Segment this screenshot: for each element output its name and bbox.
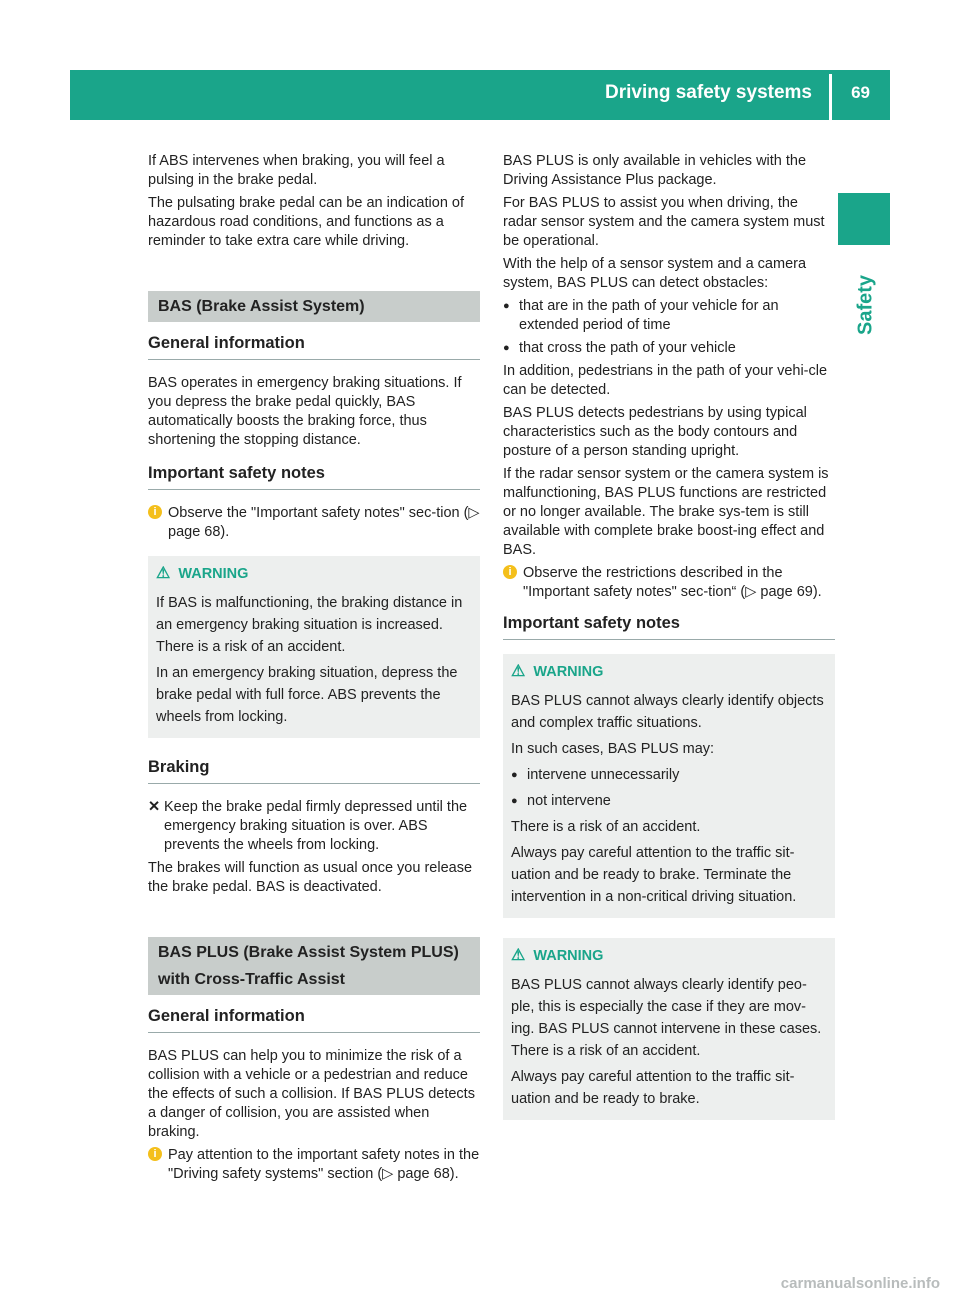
paragraph: In addition, pedestrians in the path of your vehi-cle can be detected. [503,363,828,398]
info-icon: i [503,565,517,579]
bullet-item: ● intervene unnecessarily [511,764,827,786]
side-label-text: Safety [854,274,877,336]
warning-triangle-icon: ⚠ [511,663,526,680]
paragraph: For BAS PLUS to assist you when driving, the radar sensor system and the camera system must be operational. [503,195,825,249]
warning-box [503,938,835,1120]
general-text: BAS operates in emergency braking situations. If you depress the brake pedal quickly, BAS automatically boosts the braking force, thus shortening the stopping distance. [148,375,462,448]
section-side-label [846,270,886,340]
paragraph: If the radar sensor system or the camera system is malfunctioning, BAS PLUS functions are restricted or no longer available. The brake sys-tem is still available with complete brake boost-ing effect and BAS. [503,466,829,558]
warning-label: WARNING [533,664,604,680]
warning-text: BAS PLUS cannot always clearly identify objects and complex traffic situations. [511,693,824,731]
warning-label: WARNING [178,566,249,582]
warning-triangle-icon: ⚠ [156,565,171,582]
page-number: 69 [851,83,870,102]
warning-triangle-icon: ⚠ [511,947,526,964]
info-note-text: Observe the "Important safety notes" sec-tion (▷ page 68). [168,505,480,540]
header-title: Driving safety systems [605,82,812,103]
bullet-item: ● that are in the path of your vehicle for an extended period of time [503,297,835,335]
warning-text: Always pay careful attention to the traffic sit-uation and be ready to brake. [511,1069,795,1107]
warning-heading [511,946,827,966]
right-column [503,152,835,1140]
heading-braking: Braking [148,758,480,784]
info-note [503,564,835,602]
heading-important-safety-notes: Important safety notes [503,614,835,640]
footer-watermark: carmanualsonline.info [780,1275,940,1292]
step-arrow-icon: ✕ [148,799,161,815]
instruction-step [148,798,480,855]
warning-box [503,654,835,918]
warning-text: If BAS is malfunctioning, the braking distance in an emergency braking situation is increased. There is a risk of an accident. [156,595,463,655]
warning-heading [511,662,827,682]
header-divider [829,74,832,120]
warning-text: There is a risk of an accident. [511,819,701,835]
braking-text: The brakes will function as usual once you release the brake pedal. BAS is deactivated. [148,860,473,895]
bullet-item: ● not intervene [511,790,827,812]
warning-text: In such cases, BAS PLUS may: [511,741,715,757]
warning-text: In an emergency braking situation, depress the brake pedal with full force. ABS prevents the wheels from locking. [156,665,458,725]
warning-box [148,556,480,738]
intro-paragraph: The pulsating brake pedal can be an indication of hazardous road conditions, and functions as a reminder to take extra care while driving. [148,195,464,249]
warning-text: Always pay careful attention to the traffic sit-uation and be ready to brake. Terminate the intervention in a non-critical driving situation. [511,845,797,905]
bullet-item: ● that cross the path of your vehicle [503,339,835,358]
left-column [148,152,480,1188]
heading-general-information: General information [148,1007,480,1033]
intro-paragraph: If ABS intervenes when braking, you will feel a pulsing in the brake pedal. [148,153,445,188]
warning-text: BAS PLUS cannot always clearly identify peo-ple, this is especially the case if they are mov-ing. BAS PLUS cannot intervene in these cases. There is a risk of an accident. [511,977,822,1059]
paragraph: BAS PLUS detects pedestrians by using typical characteristics such as the body contours and posture of a person standing upright. [503,405,807,459]
info-note [148,1146,480,1184]
page-header [70,70,890,120]
paragraph: BAS PLUS is only available in vehicles with the Driving Assistance Plus package. [503,153,807,188]
info-icon: i [148,1147,162,1161]
info-icon: i [148,505,162,519]
heading-general-information: General information [148,334,480,360]
plus-general-text: BAS PLUS can help you to minimize the risk of a collision with a vehicle or a pedestrian and reduce the effects of such a collision. If BAS PLUS detects a danger of collision, you are assisted when braking. [148,1048,475,1140]
warning-heading [156,564,472,584]
info-note-text: Pay attention to the important safety notes in the "Driving safety systems" section (▷ page 68). [168,1147,480,1182]
heading-important-safety-notes: Important safety notes [148,464,480,490]
info-note [148,504,480,542]
warning-label: WARNING [533,948,604,964]
section-title-bas: BAS (Brake Assist System) [148,291,480,322]
info-note-text: Observe the restrictions described in the "Important safety notes" sec-tion“ (▷ page 69). [523,565,822,600]
step-text: Keep the brake pedal firmly depressed until the emergency braking situation is over. ABS prevents the wheels from locking. [164,799,468,853]
section-tab-marker [838,193,890,245]
paragraph: With the help of a sensor system and a camera system, BAS PLUS can detect obstacles: [503,256,807,291]
section-title-bas-plus: BAS PLUS (Brake Assist System PLUS) with Cross-Traffic Assist [148,937,480,995]
